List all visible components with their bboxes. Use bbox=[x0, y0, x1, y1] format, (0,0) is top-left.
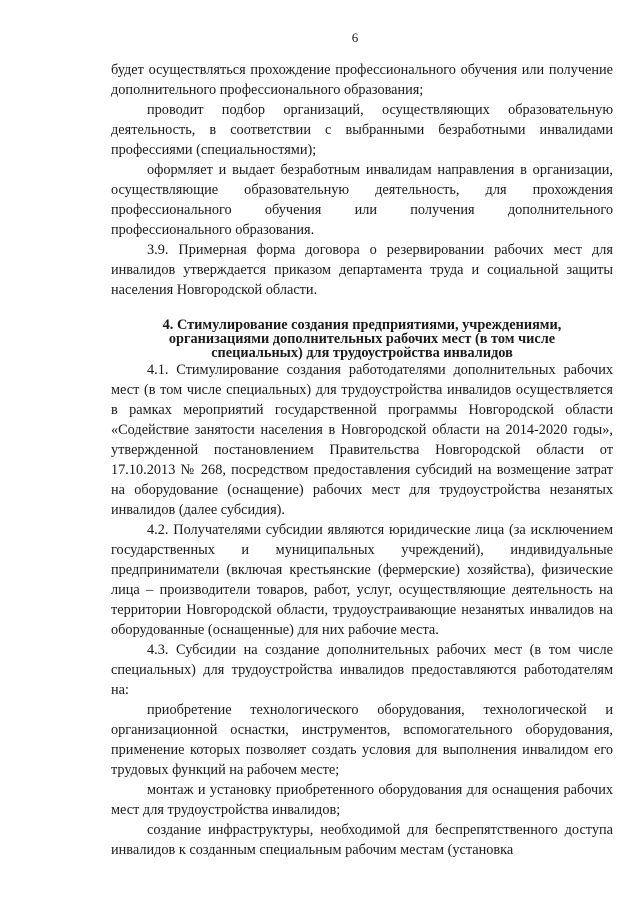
section-heading bbox=[111, 318, 613, 360]
section-heading-line: организациями дополнительных рабочих мест (в том числе bbox=[168, 331, 556, 347]
paragraph: 4.2. Получателями субсидии являются юридические лица (за исключением государственных и муниципальных учреждений), индивидуальные предприниматели (включая крестьянские (фермерские) хозяйства), физические лица – производители товаров, работ, услуг, осуществляющие деятельность на территории Новгородской области, трудоустраивающие незанятых инвалидов на оборудованные (оснащенные) для них рабочие места. bbox=[111, 522, 613, 638]
document-body bbox=[111, 60, 613, 860]
paragraph-continuation: будет осуществляться прохождение профессионального обучения или получение дополнительного профессионального образования; bbox=[111, 62, 613, 98]
paragraph: монтаж и установку приобретенного оборудования для оснащения рабочих мест для трудоустройства инвалидов; bbox=[111, 782, 613, 818]
paragraph: приобретение технологического оборудования, технологической и организационной оснастки, инструментов, вспомогательного оборудования, применение которых позволяет создать условия для выполнения инвалидом его трудовых функций на рабочем месте; bbox=[111, 702, 613, 778]
paragraph: проводит подбор организаций, осуществляющих образовательную деятельность, в соответствии с выбранными безработными инвалидами профессиями (специальностями); bbox=[111, 102, 613, 158]
paragraph: 4.1. Стимулирование создания работодателями дополнительных рабочих мест (в том числе специальных) для трудоустройства инвалидов осуществляется в рамках мероприятий государственной программы Новгородской области «Содействие занятости населения в Новгородской области на 2014-2020 годы», утвержденной постановлением Правительства Новгородской области от 17.10.2013 № 268, посредством предоставления субсидий на возмещение затрат на оборудование (оснащение) рабочих мест для трудоустройства незанятых инвалидов (далее субсидия). bbox=[111, 362, 613, 518]
paragraph: 4.3. Субсидии на создание дополнительных рабочих мест (в том числе специальных) для трудоустройства инвалидов предоставляются работодателям на: bbox=[111, 642, 613, 698]
paragraph: оформляет и выдает безработным инвалидам направления в организации, осуществляющие образовательную деятельность, для прохождения профессионального обучения или получения дополнительного профессионального образования. bbox=[111, 162, 613, 238]
paragraph: 3.9. Примерная форма договора о резервировании рабочих мест для инвалидов утверждается приказом департамента труда и социальной защиты населения Новгородской области. bbox=[111, 242, 613, 298]
section-heading-line: специальных) для трудоустройства инвалидов bbox=[211, 345, 513, 361]
page-number: 6 bbox=[351, 30, 359, 45]
section-heading-line: 4. Стимулирование создания предприятиями, учреждениями, bbox=[162, 317, 562, 333]
paragraph: создание инфраструктуры, необходимой для беспрепятственного доступа инвалидов к созданным специальным рабочим местам (установка bbox=[111, 822, 613, 858]
